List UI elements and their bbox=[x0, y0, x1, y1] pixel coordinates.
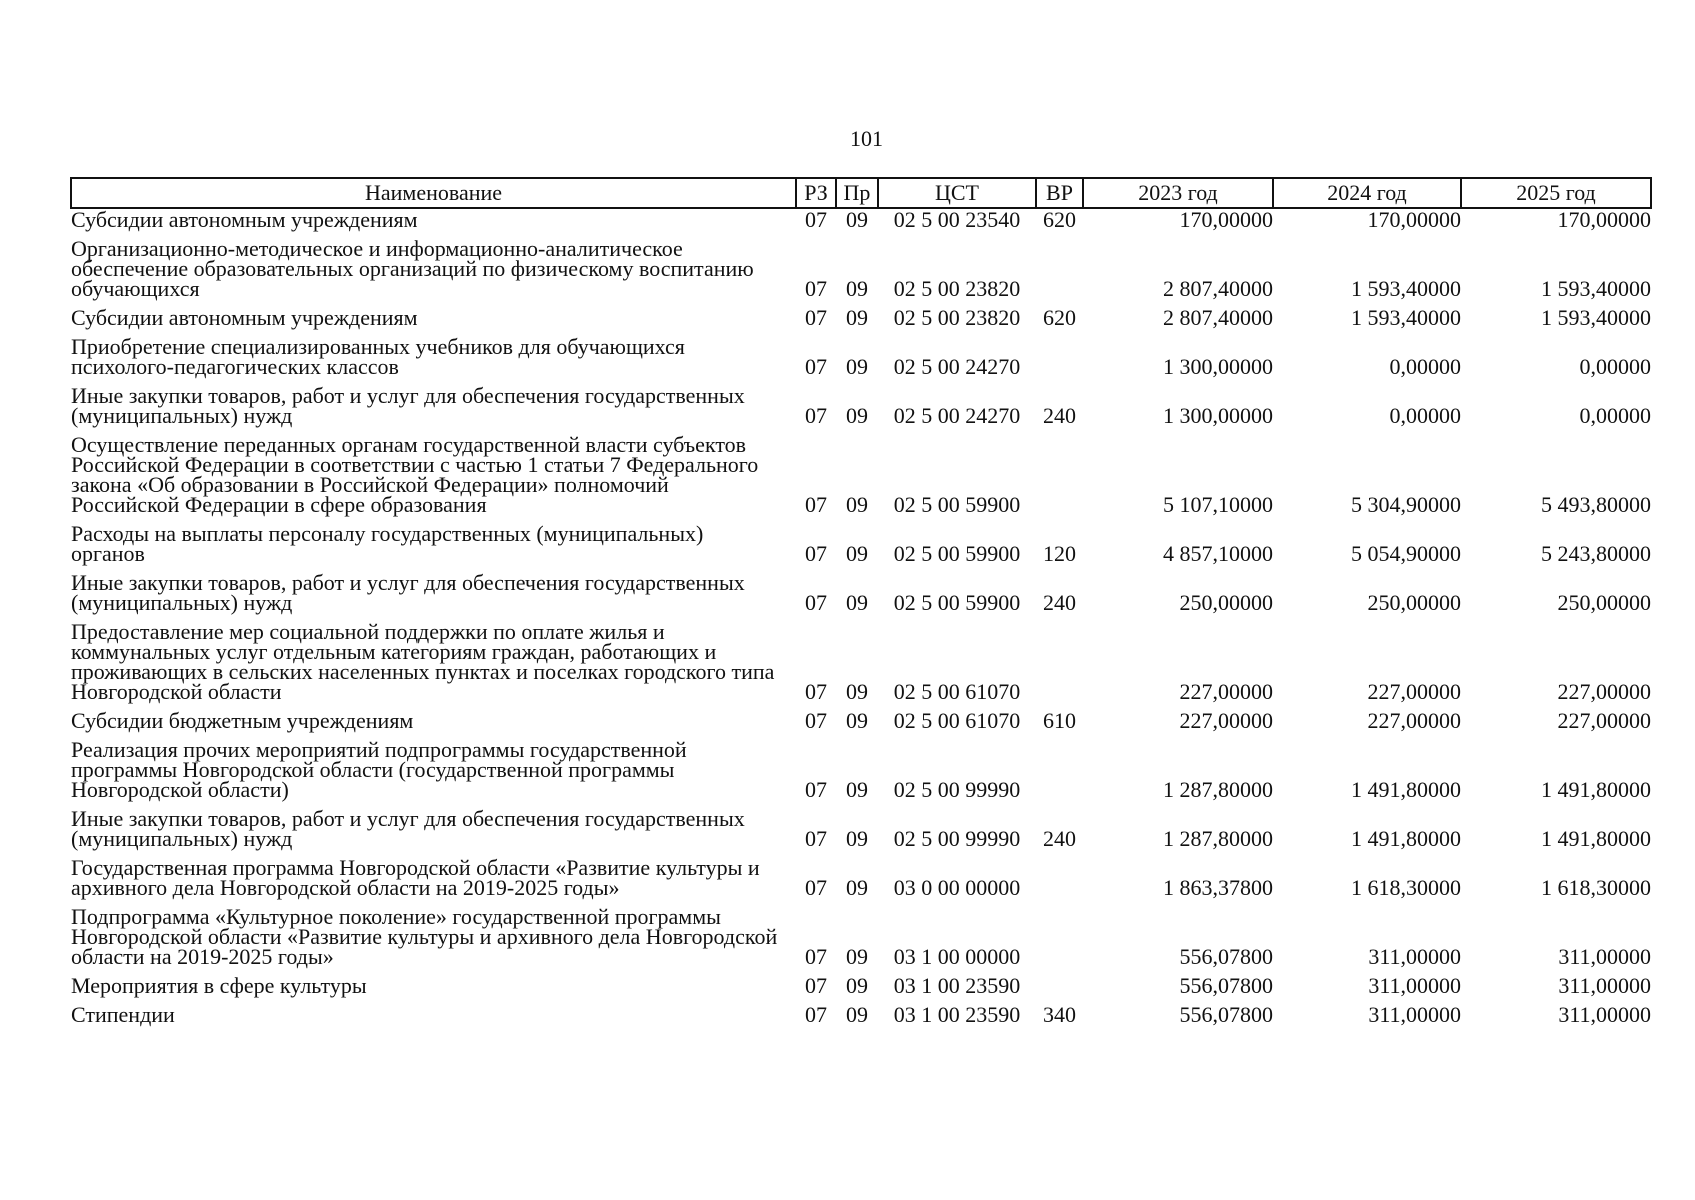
cell-name: Субсидии бюджетным учреждениям bbox=[71, 708, 414, 733]
cell-pr: 09 bbox=[846, 679, 868, 704]
cell-name: Субсидии автономным учреждениям bbox=[71, 207, 418, 232]
cell-2024: 311,00000 bbox=[1368, 1002, 1461, 1027]
cell-rz: 07 bbox=[805, 590, 827, 615]
cell-2025: 170,00000 bbox=[1557, 207, 1651, 232]
cell-pr: 09 bbox=[846, 492, 868, 517]
cell-pr: 09 bbox=[846, 403, 868, 428]
cell-2023: 5 107,10000 bbox=[1163, 492, 1273, 517]
cell-name: Предоставление мер социальной поддержки по оплате жилья и коммунальных услуг отдельным категориям граждан, работающих и проживающих в сельских населенных пунктах и поселках городского типа Новгородской области bbox=[71, 619, 775, 704]
cell-2023: 1 287,80000 bbox=[1163, 777, 1273, 802]
cell-name: Расходы на выплаты персоналу государственных (муниципальных) органов bbox=[71, 521, 704, 566]
cell-vr bbox=[1036, 621, 1083, 710]
cell-rz: 07 bbox=[805, 679, 827, 704]
cell-pr: 09 bbox=[846, 541, 868, 566]
cell-2023: 556,07800 bbox=[1179, 1002, 1273, 1027]
cell-pr: 09 bbox=[846, 354, 868, 379]
cell-cst: 02 5 00 23820 bbox=[893, 276, 1021, 301]
cell-vr: 620 bbox=[1043, 207, 1076, 232]
cell-2024: 1 491,80000 bbox=[1351, 826, 1461, 851]
cell-name: Иные закупки товаров, работ и услуг для обеспечения государственных (муниципальных) нужд bbox=[71, 383, 745, 428]
cell-name: Государственная программа Новгородской области «Развитие культуры и архивного дела Новгородской области на 2019-2025 годы» bbox=[71, 855, 760, 900]
cell-vr: 240 bbox=[1043, 590, 1076, 615]
cell-cst: 02 5 00 99990 bbox=[893, 826, 1021, 851]
cell-pr: 09 bbox=[846, 305, 868, 330]
header-2025: 2025 год bbox=[1461, 178, 1651, 208]
cell-2025: 227,00000 bbox=[1557, 708, 1651, 733]
cell-2024: 227,00000 bbox=[1367, 708, 1461, 733]
cell-2024: 1 593,40000 bbox=[1351, 276, 1461, 301]
cell-rz: 07 bbox=[805, 403, 827, 428]
cell-cst: 02 5 00 59900 bbox=[893, 541, 1021, 566]
cell-2025: 1 593,40000 bbox=[1541, 305, 1651, 330]
cell-2023: 2 807,40000 bbox=[1163, 305, 1273, 330]
cell-2024: 1 618,30000 bbox=[1351, 875, 1461, 900]
header-vr: ВР bbox=[1036, 178, 1083, 208]
cell-pr: 09 bbox=[846, 207, 868, 232]
table-row bbox=[71, 857, 1651, 906]
cell-vr bbox=[1036, 739, 1083, 808]
cell-2025: 1 618,30000 bbox=[1541, 875, 1651, 900]
cell-vr bbox=[1036, 906, 1083, 975]
cell-vr bbox=[1036, 434, 1083, 523]
cell-name: Мероприятия в сфере культуры bbox=[71, 973, 367, 998]
cell-2023: 250,00000 bbox=[1179, 590, 1273, 615]
cell-rz: 07 bbox=[805, 777, 827, 802]
table-row bbox=[71, 307, 1651, 336]
cell-cst: 02 5 00 23820 bbox=[893, 305, 1021, 330]
cell-pr: 09 bbox=[846, 875, 868, 900]
cell-2025: 5 493,80000 bbox=[1541, 492, 1651, 517]
cell-2023: 1 863,37800 bbox=[1163, 875, 1273, 900]
header-name: Наименование bbox=[71, 178, 796, 208]
cell-rz: 07 bbox=[805, 875, 827, 900]
cell-2023: 1 287,80000 bbox=[1163, 826, 1273, 851]
cell-2024: 227,00000 bbox=[1367, 679, 1461, 704]
cell-pr: 09 bbox=[846, 276, 868, 301]
table-row bbox=[71, 434, 1651, 523]
table-header-row bbox=[71, 178, 1651, 208]
cell-2023: 227,00000 bbox=[1179, 679, 1273, 704]
cell-pr: 09 bbox=[846, 590, 868, 615]
cell-rz: 07 bbox=[805, 276, 827, 301]
cell-rz: 07 bbox=[805, 207, 827, 232]
cell-name: Подпрограмма «Культурное поколение» государственной программы Новгородской области «Развитие культуры и архивного дела Новгородской области на 2019-2025 годы» bbox=[71, 904, 778, 969]
header-cst: ЦСТ bbox=[878, 178, 1036, 208]
cell-vr bbox=[1036, 336, 1083, 385]
cell-vr: 120 bbox=[1043, 541, 1076, 566]
cell-cst: 02 5 00 59900 bbox=[893, 590, 1021, 615]
table-row bbox=[71, 739, 1651, 808]
cell-2024: 0,00000 bbox=[1389, 354, 1461, 379]
cell-name: Организационно-методическое и информационно-аналитическое обеспечение образовательных организаций по физическому воспитанию обучающихся bbox=[71, 236, 754, 301]
cell-name: Субсидии автономным учреждениям bbox=[71, 305, 418, 330]
table-row bbox=[71, 710, 1651, 739]
cell-2024: 0,00000 bbox=[1389, 403, 1461, 428]
cell-2024: 5 304,90000 bbox=[1351, 492, 1461, 517]
cell-cst: 02 5 00 61070 bbox=[893, 679, 1021, 704]
cell-cst: 03 0 00 00000 bbox=[893, 875, 1021, 900]
cell-pr: 09 bbox=[846, 1002, 868, 1027]
cell-rz: 07 bbox=[805, 541, 827, 566]
cell-cst: 03 1 00 23590 bbox=[893, 1002, 1021, 1027]
cell-2025: 0,00000 bbox=[1579, 403, 1651, 428]
cell-rz: 07 bbox=[805, 305, 827, 330]
cell-2023: 556,07800 bbox=[1179, 973, 1273, 998]
cell-2023: 556,07800 bbox=[1179, 944, 1273, 969]
cell-2024: 250,00000 bbox=[1367, 590, 1461, 615]
cell-vr: 240 bbox=[1043, 403, 1076, 428]
cell-name: Стипендии bbox=[71, 1002, 175, 1027]
cell-2024: 1 593,40000 bbox=[1351, 305, 1461, 330]
table-row bbox=[71, 975, 1651, 1004]
cell-2023: 170,00000 bbox=[1179, 207, 1273, 232]
cell-2023: 4 857,10000 bbox=[1163, 541, 1273, 566]
cell-cst: 02 5 00 59900 bbox=[893, 492, 1021, 517]
cell-2024: 311,00000 bbox=[1368, 973, 1461, 998]
cell-pr: 09 bbox=[846, 708, 868, 733]
cell-2025: 311,00000 bbox=[1558, 1002, 1651, 1027]
cell-2025: 1 491,80000 bbox=[1541, 826, 1651, 851]
header-2024: 2024 год bbox=[1273, 178, 1461, 208]
cell-rz: 07 bbox=[805, 973, 827, 998]
cell-cst: 02 5 00 61070 bbox=[893, 708, 1021, 733]
cell-rz: 07 bbox=[805, 826, 827, 851]
cell-pr: 09 bbox=[846, 777, 868, 802]
cell-2025: 1 491,80000 bbox=[1541, 777, 1651, 802]
cell-2024: 5 054,90000 bbox=[1351, 541, 1461, 566]
cell-2023: 1 300,00000 bbox=[1163, 354, 1273, 379]
table-body bbox=[71, 208, 1651, 1033]
cell-vr bbox=[1036, 975, 1083, 1004]
cell-rz: 07 bbox=[805, 1002, 827, 1027]
table-row bbox=[71, 1004, 1651, 1033]
cell-cst: 03 1 00 23590 bbox=[893, 973, 1021, 998]
cell-pr: 09 bbox=[846, 973, 868, 998]
table-row bbox=[71, 808, 1651, 857]
cell-pr: 09 bbox=[846, 944, 868, 969]
cell-2025: 311,00000 bbox=[1558, 944, 1651, 969]
table-row bbox=[71, 385, 1651, 434]
cell-vr: 240 bbox=[1043, 826, 1076, 851]
cell-vr: 340 bbox=[1043, 1002, 1076, 1027]
header-pr: Пр bbox=[836, 178, 878, 208]
table-row bbox=[71, 336, 1651, 385]
cell-cst: 03 1 00 00000 bbox=[893, 944, 1021, 969]
cell-name: Иные закупки товаров, работ и услуг для обеспечения государственных (муниципальных) нужд bbox=[71, 806, 745, 851]
header-2023: 2023 год bbox=[1083, 178, 1273, 208]
cell-2025: 0,00000 bbox=[1579, 354, 1651, 379]
cell-name: Иные закупки товаров, работ и услуг для обеспечения государственных (муниципальных) нужд bbox=[71, 570, 745, 615]
cell-2025: 311,00000 bbox=[1558, 973, 1651, 998]
cell-2024: 170,00000 bbox=[1367, 207, 1461, 232]
cell-rz: 07 bbox=[805, 708, 827, 733]
cell-pr: 09 bbox=[846, 826, 868, 851]
cell-cst: 02 5 00 99990 bbox=[893, 777, 1021, 802]
table-row bbox=[71, 208, 1651, 238]
cell-name: Осуществление переданных органам государственной власти субъектов Российской Федерации в соответствии с частью 1 статьи 7 Федерального закона «Об образовании в Российской Федерации» полномочий Российской Федерации в сфере образования bbox=[71, 432, 759, 517]
cell-2023: 227,00000 bbox=[1179, 708, 1273, 733]
cell-2023: 1 300,00000 bbox=[1163, 403, 1273, 428]
table-row bbox=[71, 906, 1651, 975]
cell-2023: 2 807,40000 bbox=[1163, 276, 1273, 301]
header-rz: РЗ bbox=[796, 178, 836, 208]
table-row bbox=[71, 621, 1651, 710]
cell-vr bbox=[1036, 857, 1083, 906]
cell-rz: 07 bbox=[805, 492, 827, 517]
cell-rz: 07 bbox=[805, 354, 827, 379]
cell-cst: 02 5 00 24270 bbox=[893, 403, 1021, 428]
cell-2025: 1 593,40000 bbox=[1541, 276, 1651, 301]
cell-vr bbox=[1036, 238, 1083, 307]
cell-2025: 5 243,80000 bbox=[1541, 541, 1651, 566]
cell-2025: 250,00000 bbox=[1557, 590, 1651, 615]
cell-rz: 07 bbox=[805, 944, 827, 969]
cell-name: Приобретение специализированных учебников для обучающихся психолого-педагогических классов bbox=[71, 334, 685, 379]
cell-vr: 610 bbox=[1043, 708, 1076, 733]
budget-table bbox=[70, 177, 1652, 1033]
cell-name: Реализация прочих мероприятий подпрограммы государственной программы Новгородской области (государственной программы Новгородской области) bbox=[71, 737, 687, 802]
cell-vr: 620 bbox=[1043, 305, 1076, 330]
table-row bbox=[71, 523, 1651, 572]
cell-2024: 1 491,80000 bbox=[1351, 777, 1461, 802]
table-row bbox=[71, 572, 1651, 621]
cell-2025: 227,00000 bbox=[1557, 679, 1651, 704]
cell-cst: 02 5 00 23540 bbox=[893, 207, 1021, 232]
table-row bbox=[71, 238, 1651, 307]
cell-cst: 02 5 00 24270 bbox=[893, 354, 1021, 379]
cell-2024: 311,00000 bbox=[1368, 944, 1461, 969]
page-number: 101 bbox=[850, 126, 883, 151]
